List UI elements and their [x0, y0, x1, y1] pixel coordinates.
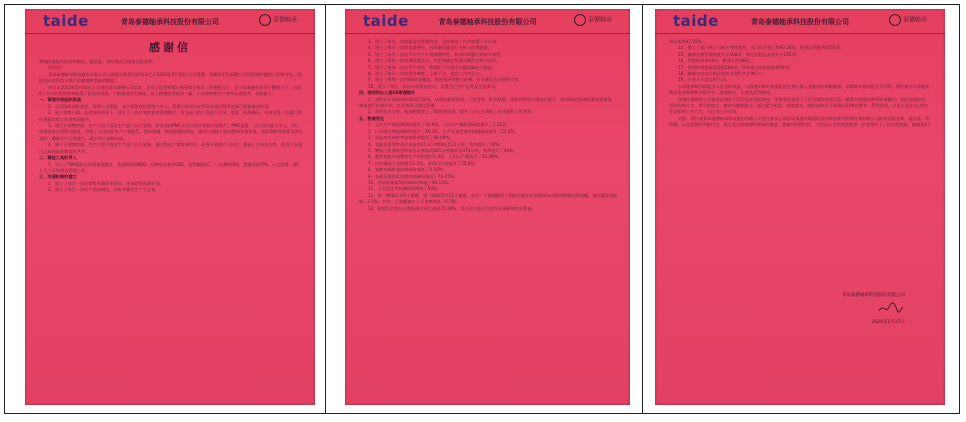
paragraph: 9、建立了每周一次的6S检查制度，推进现场管理与改善。讨论确定次日督察计划。	[368, 77, 523, 83]
paragraph: 11、人员流失率较调研时降低了54%；	[368, 186, 442, 192]
brand-ring-icon	[574, 14, 586, 26]
paragraph: 19、开展人才盘点47人次。	[678, 77, 731, 83]
paragraph: 8、建立了每日一次的晨会制度，上传下达，提高工作执行力。	[368, 71, 484, 77]
paragraph: 青岛泰德轴承科技股份有限公司与落地实践的合作协议已于2023年5月10日正式签署，感谢你们为泰德公司的发展所做的工作和付出，同时也向你们表示衷心的感谢和崇高的敬意！	[39, 71, 302, 84]
letter-body	[669, 39, 933, 129]
letterhead	[25, 9, 315, 34]
brand-mark	[574, 14, 612, 26]
company-name: 青岛泰德轴承科技股份有限公司	[751, 18, 849, 26]
paragraph: 4、建立计划物控部，生产计划不再由生产部门自行安排，通过推进产销协调会议，改善计划排产与执行，提高了订单准交率，促进了各部门之间的协作和信息共享。	[39, 142, 302, 154]
paragraph: 6、超外装配车间整体生产效率提升1.3倍，人均日产量提升了15.36%；	[368, 154, 503, 160]
paragraph: 4、装配成套效率从改善前的21.2分钟降低至21分钟，效率提升了10%；	[368, 141, 504, 147]
paragraph: 13、制度执行率从无数据统计到目前的70.28%，会议决议执行完成率从调研时的无数据	[368, 205, 532, 211]
section-heading: 二、精益工具的导入	[39, 155, 77, 161]
paragraph: 3、成品库存周转率较调研时提升了48.04%；	[368, 135, 454, 141]
brand-ring-icon	[259, 14, 271, 26]
paragraph: 3、建立了每月一次的精益化管理例会，总结推进工作并部署下月计划。	[368, 39, 501, 44]
paragraph: 18、编制完成岗位职责说明书岗位共计96个；	[678, 71, 765, 77]
section-heading: 五、数据变化	[359, 115, 385, 121]
brand-mark	[259, 14, 297, 26]
paragraph: 10、建立了每日一次的车间班前会议，布置当日生产任务及注意事项。	[368, 83, 499, 89]
paragraph: 6、建立了每周一次的周质量会议，讨论和确定质量问题的处理与闭环。	[368, 58, 501, 64]
paragraph: 2、对所有办公室，根据制度进行了6S管理规划，提升了办公区域的工作环境和工作效率。	[368, 109, 536, 115]
paragraph: 15、编制完善管理制度共计188项，制定流程及表单共计135项；	[678, 51, 800, 57]
company-logo: taide	[43, 12, 89, 30]
company-logo: taide	[673, 12, 719, 30]
letter-body	[39, 59, 303, 194]
paragraph: 10、外部质量索赔较调研时降低了84.13%；	[368, 179, 453, 185]
letter-body	[359, 39, 618, 212]
paragraph: 7、建立了每周一次的生产例会，协调生产过程中问题的解决与推进。	[368, 64, 497, 70]
paragraph: 到目前的97.25%；	[669, 39, 706, 44]
paragraph: 7、内外圈加工效率提升1.2倍，单线日产能提升了25.6%；	[368, 160, 479, 166]
brand-mark-text: 泰德轴承	[587, 16, 612, 24]
paragraph: 公司能够取得如此引人注目的成就，与落地实践专家团队的全身心投入及他们的奉献精神、求精务实精神是分不开的。我们要学习落地实践专家老师那种不辞辛劳、高度敬业、认真负责的精神。	[669, 83, 930, 96]
paragraph: 12、第一期QCC共6个课题，第二期QCC共11个课题，其中一个课题解决了困扰车间多年的轴承自动线故障频发的问题，该问题直接影响了7.2%，其中一个课题减少了不良率降低了6.7倍；	[359, 192, 618, 205]
paragraph: 项目自2023年5月10日正式进驻青岛泰德公司以来，在项目组老师精心指导和全体员工积极配合下，在全体泰德伙伴的不懈努力下，历时8个多月的管理变革取得了阶段性成果，产销量创历史新高，员工精神面貌焕然一新，工作效率和生产效率显著提升，具体如下：	[39, 84, 302, 97]
section-heading: 一、管理升级组织再造	[39, 97, 81, 103]
paragraph: 1、公司组织架构优化，管理人员重组，成立销售优化管理与中心，管理小组成员在管理升级过程中起到了积极推动作用。	[48, 103, 273, 109]
brand-mark-text: 泰德轴承	[902, 16, 927, 24]
paragraph: 8、装卸车辆时间较调研时降低了5.32%；	[368, 167, 447, 173]
paragraph: 16、共组织培训24场，参训人次468人；	[678, 58, 756, 64]
cell-divider	[325, 4, 326, 414]
paragraph: 5、建立了每月一次的月中生产计划调整例会，协调和调整计划的有效性。	[368, 51, 505, 57]
paragraph: 14、建立了部门执行力排名考核体系，部门综合执行率93.24%，督查总项数共6455项；	[678, 45, 844, 51]
letter-title: 感谢信	[149, 41, 191, 54]
paragraph: 落地实践带给公司最有价值的不仅仅是业绩的改变，更重要的是员工工作习惯的改变以及一整套可持续改善的管理模式，在此问题面对，更好的执行力、务实的落实、解决问题的能力，通过建立标准、刚度落实、组织各种学习培训以及PK竞赛等一系列活动，让员工关注自己的工作目标和工作行为，关注自己的业绩。	[669, 96, 930, 115]
paragraph: 4、建立了每月一次的质量例会，对质量问题进行分析与改善跟进。	[368, 45, 493, 51]
brand-mark-text: 泰德轴承	[272, 16, 297, 24]
cell-divider	[642, 4, 643, 414]
paragraph: 1、导入了TWI班组长管理技能提升、快速换型SMED、设备综合效率OEE、品管圈QCC、一点课程OPL、提案改善TPS、八大浪费、QC七大工具等精益管理工具。	[39, 161, 300, 173]
signature-date: 2024年1月27日	[871, 320, 905, 325]
paragraph: 17、管理改善提案提案数186项，评审通过改善提案数99项；	[678, 64, 793, 70]
signature-company: 青岛泰德轴承科技股份有限公司	[842, 293, 905, 298]
letter-page-3	[655, 9, 945, 405]
brand-mark	[889, 14, 927, 26]
paragraph: 2、订单准交率较调研时提升了46.3%，生产计划完成率较调研时提升了25.4%；	[368, 128, 519, 134]
letter-page-2	[345, 9, 630, 405]
paragraph: 对此，我代表青岛泰德轴承科技股份有限公司及全体员工再次向落地实践团队的咨询老师及管理咨询有限公司的项目组老师、杨总监、李经理，以及老师的辛勤付出，表示衷心的感谢和深深的敬意。感谢你们的付出，为青岛公司的发展和进一步变革打下了良好的基础，谢谢你们！	[669, 115, 933, 128]
paragraph: 3、建立计划物控部，生产计划不再由生产部门自行安排，转变成由PMC主导订单评审和计划排产，PMC监督、日计划实施与导入，对订单进度进行管控与跟进，改变了公司以往生产计划混乱、插单频繁、换线频繁的状况，通过计划排产前的物料齐套检查，保证物料齐套性及供应及时，确保生产正常进行，减少停工待料时间。	[39, 123, 303, 141]
paragraph: 2、建立了每月一次的产销协调会，评审并制定生产主计划。	[48, 187, 160, 193]
letter-page-1	[25, 9, 315, 405]
company-name: 青岛泰德轴承科技股份有限公司	[121, 18, 219, 26]
company-name: 青岛泰德轴承科技股份有限公司	[438, 18, 537, 26]
paragraph: 2、成立督察小组，在老师的带领下，建立了一套有效的督察管理模式，对各部门的工作进行引导、监督、结果确认，有效促进了各部门的任务落实和工作效率的提升。	[39, 110, 302, 122]
paragraph: 尊敬的落地实践咨询顾问、杨总监、李经理及全体项目组老师：	[39, 59, 157, 64]
paragraph: 1、建立了每月一次的销售预测评审会议，评审销售预测计划。	[48, 180, 164, 186]
signature-block	[842, 292, 905, 325]
brand-ring-icon	[889, 14, 901, 26]
paragraph: 9、外部质量投诉次数较调研时降低了74.47%；	[368, 173, 458, 179]
letterhead	[345, 9, 630, 34]
paragraph: 1、对所有车间现场的6S进行规划，从现场布局规划、三定管理、标识标牌、再造管理等方面进行提升，制定6S的管理标准及检查表，每周进行检查评比，打造现场目视化管理。	[359, 96, 616, 109]
handwritten-signature	[877, 301, 905, 315]
section-heading: 四、现场和办公室6S管理提升	[359, 90, 416, 96]
section-heading: 三、沟通机制的建立	[39, 174, 77, 180]
company-logo: taide	[363, 12, 409, 30]
letterhead	[655, 9, 945, 34]
paragraph: 5、磨加工快速换型时间由改善前的645分钟缩短至473分钟，效率提升了44%；	[368, 147, 518, 153]
paragraph: 1、人均月产值较调研时提升了33.6%，人均月产量较调研时提升了1.21倍；	[368, 122, 511, 128]
paragraph: 你们好！	[48, 65, 65, 71]
